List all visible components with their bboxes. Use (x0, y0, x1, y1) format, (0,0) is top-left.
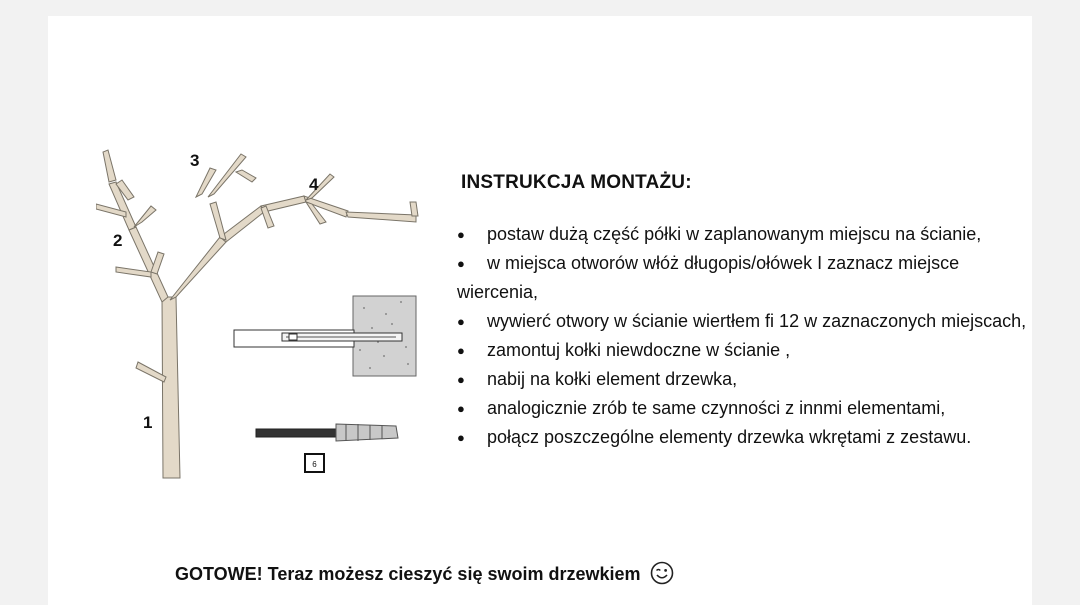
tree-branch (116, 267, 151, 277)
list-item (457, 423, 1027, 452)
tree-branch (220, 206, 264, 242)
part-label-1: 1 (143, 413, 153, 432)
step-text: zamontuj kołki niewdoczne w ścianie , (487, 340, 791, 360)
step-text: analogicznie zrób te same czynności z innmi elementami, (487, 398, 946, 418)
bullet-icon: ● (457, 227, 465, 242)
dowel-size-label: 6 (312, 460, 317, 469)
tree-branch (210, 202, 226, 240)
instructions-title: INSTRUKCJA MONTAŻU: (461, 172, 692, 193)
closing-message (175, 561, 674, 590)
step-text: połącz poszczególne elementy drzewka wkrętami z zestawu. (487, 427, 972, 447)
part-label-3: 3 (190, 151, 200, 170)
tree-branch (136, 362, 166, 382)
list-item (457, 365, 1027, 394)
tree-branch (103, 150, 116, 182)
tree-branch (129, 227, 168, 302)
wall-plug (336, 424, 398, 441)
part-label-2: 2 (113, 231, 123, 250)
tree-shelf-diagram (96, 142, 426, 487)
step-text: postaw dużą część półki w zaplanowanym miejscu na ścianie, (487, 224, 982, 244)
bullet-icon: ● (457, 430, 465, 445)
step-text: nabij na kołki element drzewka, (487, 369, 738, 389)
tree-branch (134, 206, 156, 227)
step-text: wywierć otwory w ścianie wiertłem fi 12 w zaznaczonych miejscach, (487, 311, 1027, 331)
tree-branch (208, 154, 246, 197)
tree-branch (170, 237, 226, 300)
winking-face-icon (650, 561, 674, 590)
list-item (457, 336, 1027, 365)
tree-branch (410, 202, 418, 216)
list-item (457, 394, 1027, 423)
closing-message-text: GOTOWE! Teraz możesz cieszyć się swoim drzewkiem (175, 564, 641, 584)
bullet-icon: ● (457, 401, 465, 416)
tree-trunk (162, 297, 180, 478)
tree-branch (346, 212, 416, 222)
bullet-icon: ● (457, 314, 465, 329)
assembly-illustration (96, 142, 426, 487)
bullet-icon: ● (457, 372, 465, 387)
bullet-icon: ● (457, 343, 465, 358)
list-item (457, 307, 1027, 336)
list-item (457, 220, 1027, 249)
step-text: w miejsca otworów włóż długopis/ołówek I zaznacz miejsce wiercenia, (457, 253, 960, 302)
list-item (457, 249, 1027, 307)
dowel-screw (256, 429, 336, 437)
tree-branch (236, 170, 256, 182)
part-label-4: 4 (309, 175, 319, 194)
bullet-icon: ● (457, 256, 465, 271)
instruction-steps-list (457, 220, 1027, 452)
